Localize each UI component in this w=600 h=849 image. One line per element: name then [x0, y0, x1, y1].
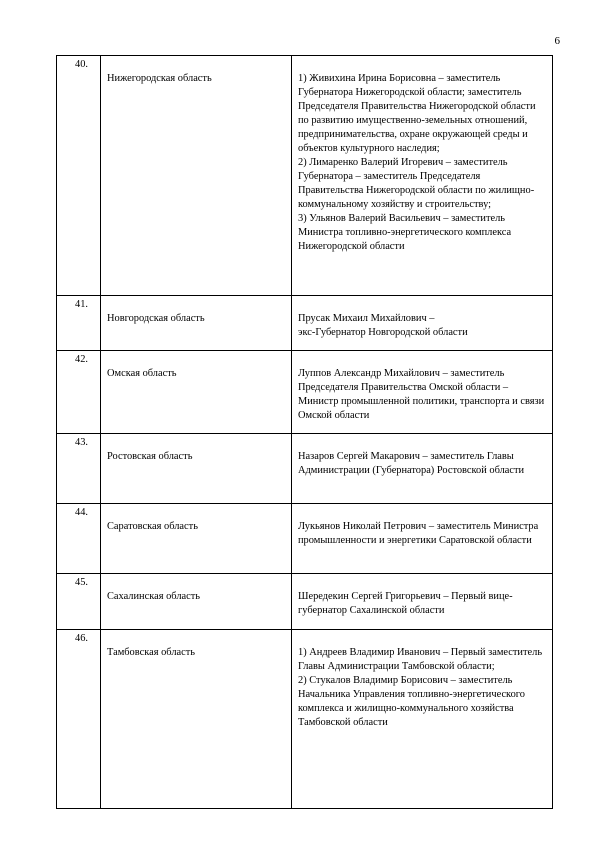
- representatives-table: [56, 55, 553, 809]
- table-row: [57, 630, 553, 809]
- representatives-cell: [292, 351, 553, 434]
- region-name: Саратовская область: [101, 504, 292, 574]
- row-number: 43.: [57, 434, 101, 504]
- region-name: Ростовская область: [101, 434, 292, 504]
- representative-entry: 2) Стукалов Владимир Борисович – заместитель Начальника Управления топливно-энергетического комплекса и жилищно-коммунального хозяйства Тамбовской области: [298, 675, 525, 728]
- representatives-cell: [292, 434, 553, 504]
- row-number: 45.: [57, 574, 101, 630]
- row-number: 46.: [57, 630, 101, 809]
- representatives-cell: [292, 630, 553, 809]
- table-row: [57, 574, 553, 630]
- representative-entry: 1) Андреев Владимир Иванович – Первый заместитель Главы Администрации Тамбовской области;: [298, 647, 543, 672]
- representative-entry: 1) Живихина Ирина Борисовна – заместитель Губернатора Нижегородской области; заместитель Председателя Правительства Нижегородской области по развитию имущественно-земельных отношений, предпринимательства, охране окружающей среды и объектов культурного наследия;: [298, 73, 536, 154]
- representatives-cell: [292, 56, 553, 296]
- representatives-cell: [292, 296, 553, 351]
- representative-entry: 3) Ульянов Валерий Васильевич – заместитель Министра топливно-энергетического комплекса Нижегородской области: [298, 213, 512, 252]
- row-number: 41.: [57, 296, 101, 351]
- row-number: 44.: [57, 504, 101, 574]
- table-row: [57, 434, 553, 504]
- region-name: Омская область: [101, 351, 292, 434]
- region-name: Сахалинская область: [101, 574, 292, 630]
- table-row: [57, 56, 553, 296]
- region-name: Новгородская область: [101, 296, 292, 351]
- representatives-cell: [292, 504, 553, 574]
- table-row: [57, 296, 553, 351]
- representative-entry: Луппов Александр Михайлович – заместитель Председателя Правительства Омской области – Министр промышленной политики, транспорта и связи Омской области: [298, 368, 545, 421]
- representative-entry: 2) Лимаренко Валерий Игоревич – заместитель Губернатора – заместитель Председателя Правительства Нижегородской области по жилищно-коммунальному хозяйству и строительству;: [298, 157, 535, 210]
- row-number: 40.: [57, 56, 101, 296]
- representative-entry: Прусак Михаил Михайлович –: [298, 313, 435, 324]
- region-name: Тамбовская область: [101, 630, 292, 809]
- representative-entry: Лукьянов Николай Петрович – заместитель Министра промышленности и энергетики Саратовской области: [298, 521, 539, 546]
- representative-entry: экс-Губернатор Новгородской области: [298, 327, 468, 338]
- page-number: 6: [554, 35, 560, 47]
- table-row: [57, 504, 553, 574]
- table-row: [57, 351, 553, 434]
- representative-entry: Назаров Сергей Макарович – заместитель Главы Администрации (Губернатора) Ростовской области: [298, 451, 525, 476]
- region-name: Нижегородская область: [101, 56, 292, 296]
- representative-entry: Шередекин Сергей Григорьевич – Первый вице-губернатор Сахалинской области: [298, 591, 513, 616]
- representatives-cell: [292, 574, 553, 630]
- row-number: 42.: [57, 351, 101, 434]
